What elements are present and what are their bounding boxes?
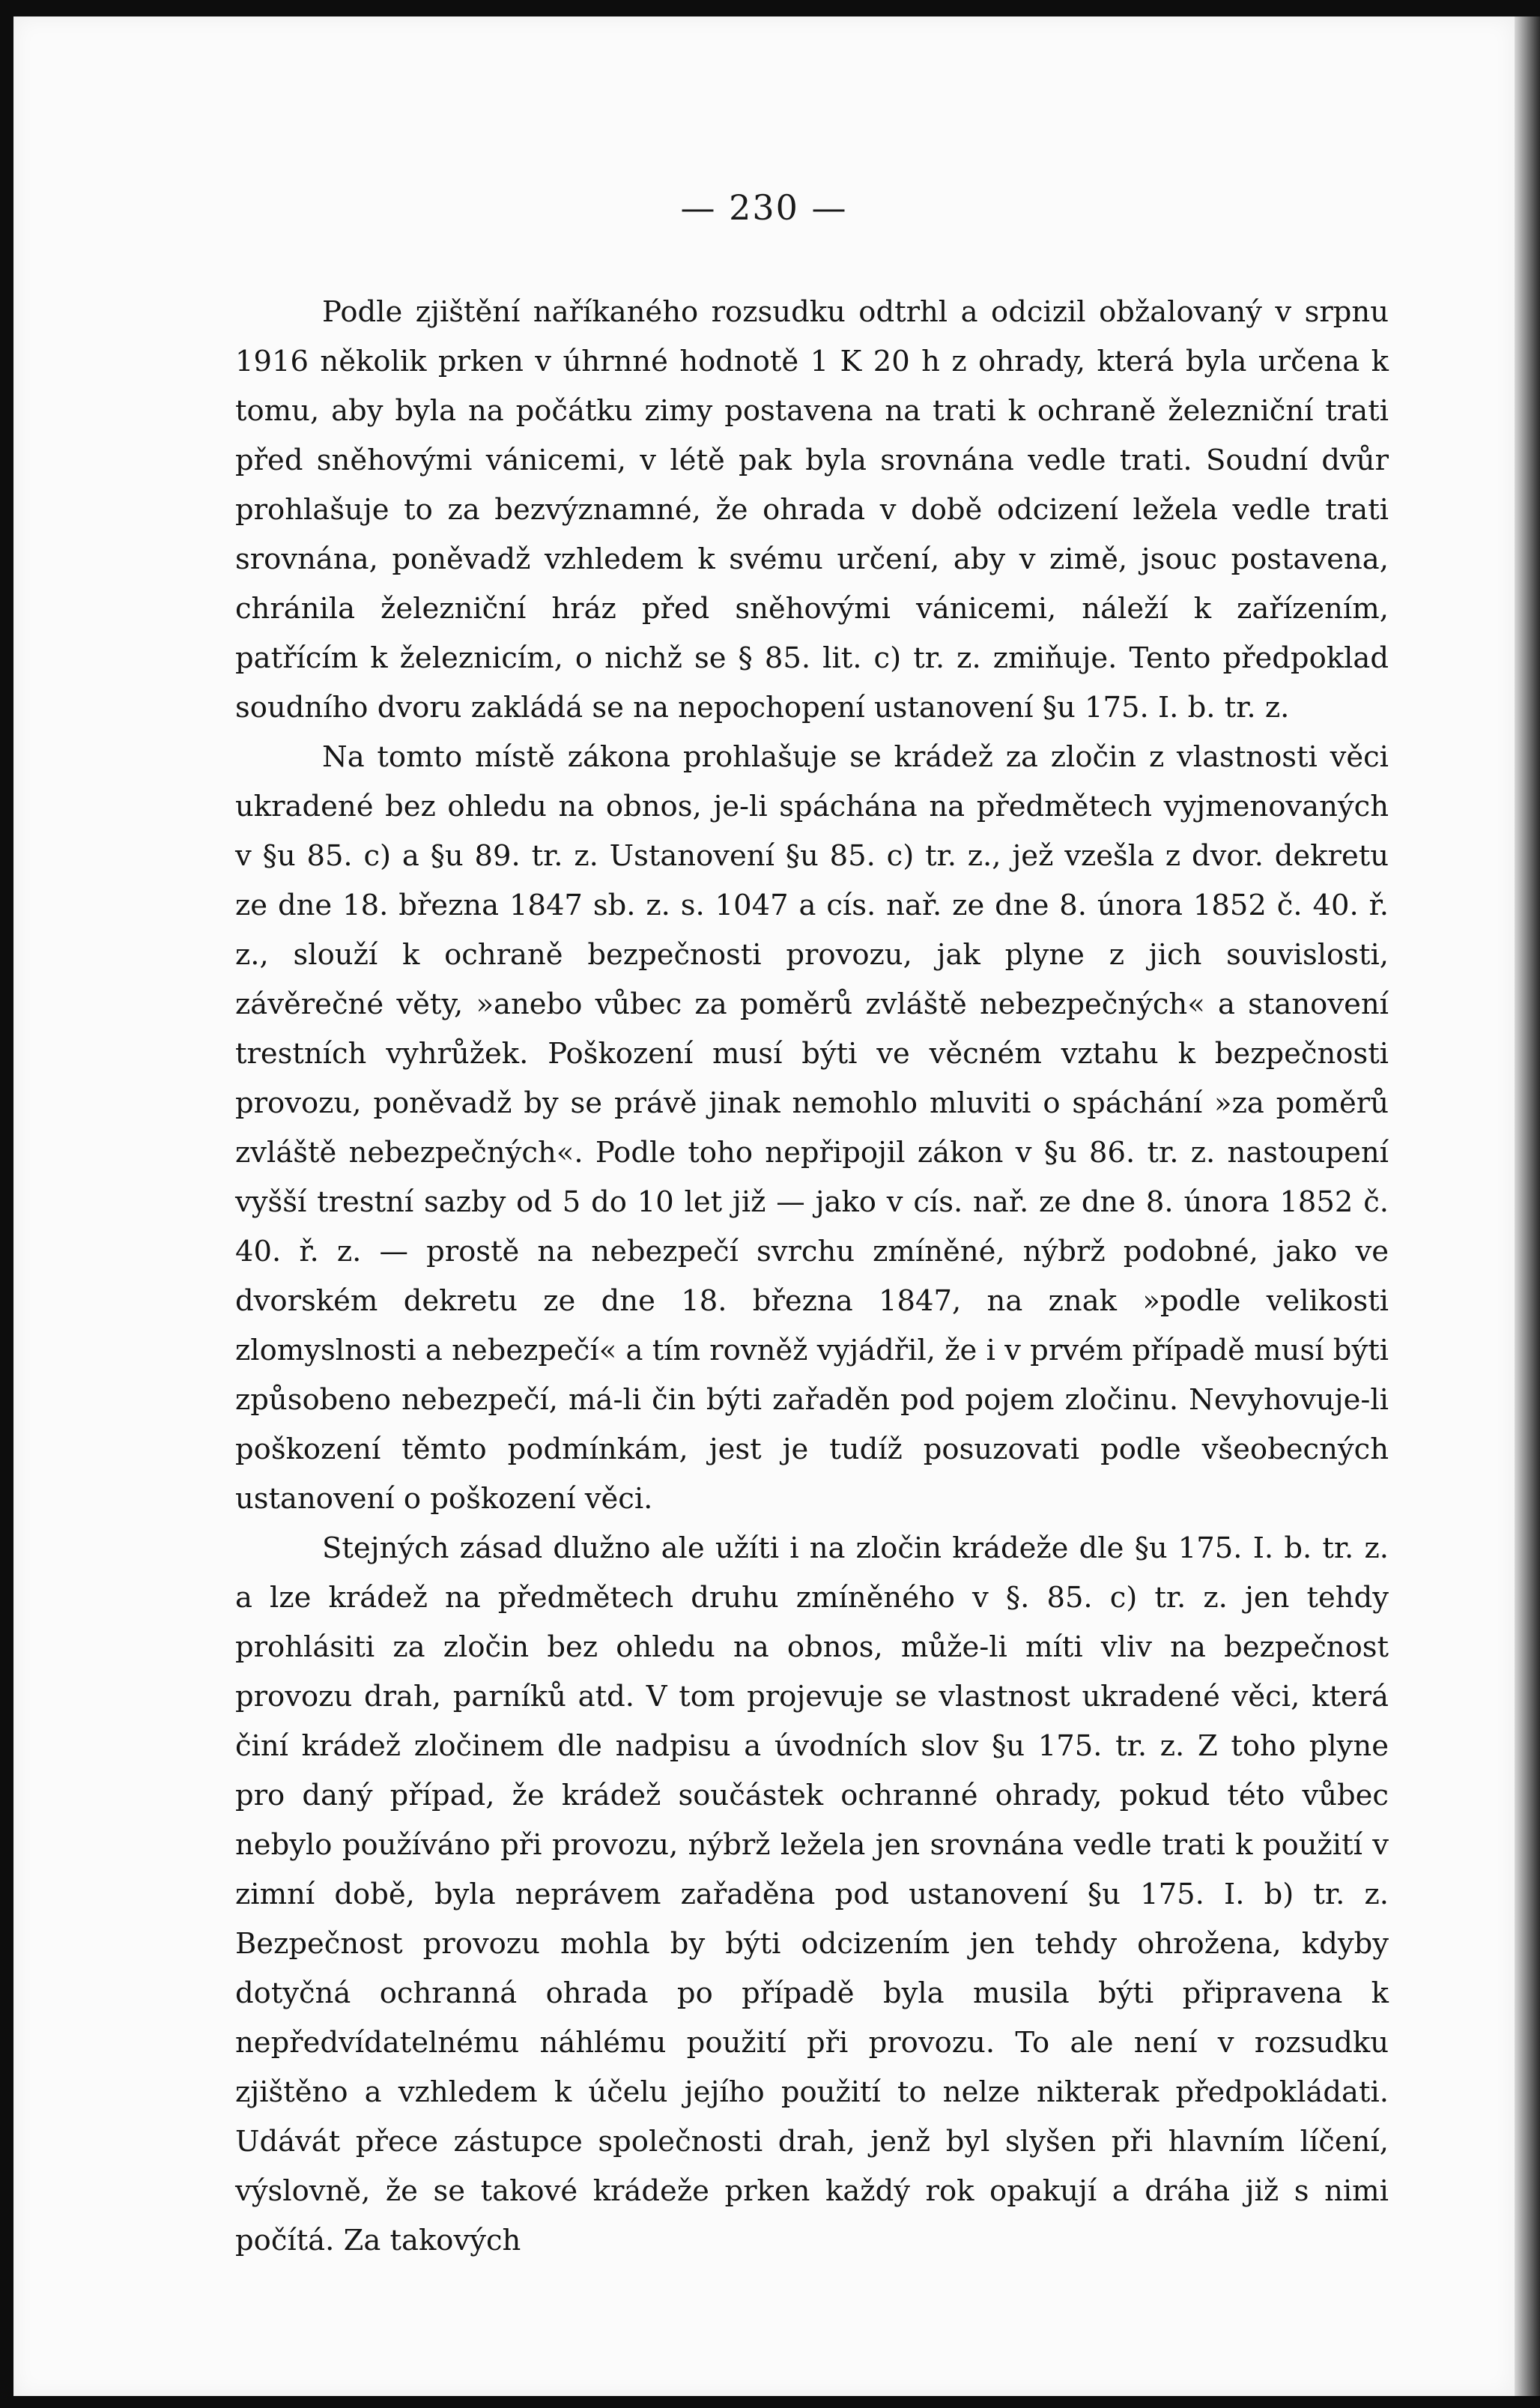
body-text [235,288,1389,2266]
paragraph-2: Na tomto místě zákona prohlašuje se krádež za zločin z vlastnosti věci ukradené bez ohledu na obnos, je-li spáchána na předmětech vyjmenovaných v §u 85. c) a §u 89. tr. z. Ustanovení §u 85. c) tr. z., jež vzešla z dvor. dekretu ze dne 18. března 1847 sb. z. s. 1047 a cís. nař. ze dne 8. února 1852 č. 40. ř. z., slouží k ochraně bezpečnosti provozu, jak plyne z jich souvislosti, závěrečné věty, »anebo vůbec za poměrů zvláště nebezpečných« a stanovení trestních vyhrůžek. Poškození musí býti ve věcném vztahu k bezpečnosti provozu, poněvadž by se právě jinak nemohlo mluviti o spáchání »za poměrů zvláště nebezpečných«. Podle toho nepřipojil zákon v §u 86. tr. z. nastoupení vyšší trestní sazby od 5 do 10 let již — jako v cís. nař. ze dne 8. února 1852 č. 40. ř. z. — prostě na nebezpečí svrchu zmíněné, nýbrž podobné, jako ve dvorském dekretu ze dne 18. března 1847, na znak »podle velikosti zlomyslnosti a nebezpečí« a tím rovněž vyjádřil, že i v prvém případě musí býti způsobeno nebezpečí, má-li čin býti zařaděn pod pojem zločinu. Nevyhovuje-li poškození těmto podmínkám, jest je tudíž posuzovati podle všeobecných ustanovení o poškození věci. [235,740,1389,1516]
book-page [13,16,1515,2396]
paragraph-1: Podle zjištění naříkaného rozsudku odtrhl a odcizil obžalovaný v srpnu 1916 několik prken v úhrnné hodnotě 1 K 20 h z ohrady, která byla určena k tomu, aby byla na počátku zimy postavena na trati k ochraně železniční trati před sněhovými vánicemi, v létě pak byla srovnána vedle trati. Soudní dvůr prohlašuje to za bezvýznamné, že ohrada v době odcizení ležela vedle trati srovnána, poněvadž vzhledem k svému určení, aby v zimě, jsouc postavena, chránila železniční hráz před sněhovými vánicemi, náleží k zařízením, patřícím k železnicím, o nichž se § 85. lit. c) tr. z. zmiňuje. Tento předpoklad soudního dvoru zakládá se na nepochopení ustanovení §u 175. I. b. tr. z. [235,295,1389,724]
scan-edge-shadow [1515,16,1540,2396]
page-number: — 230 — [680,187,848,228]
paragraph-3: Stejných zásad dlužno ale užíti i na zločin krádeže dle §u 175. I. b. tr. z. a lze krádež na předmětech druhu zmíněného v §. 85. c) tr. z. jen tehdy prohlásiti za zločin bez ohledu na obnos, může-li míti vliv na bezpečnost provozu drah, parníků atd. V tom projevuje se vlastnost ukradené věci, která činí krádež zločinem dle nadpisu a úvodních slov §u 175. tr. z. Z toho plyne pro daný případ, že krádež součástek ochranné ohrady, pokud této vůbec nebylo používáno při provozu, nýbrž ležela jen srovnána vedle trati k použití v zimní době, byla neprávem zařaděna pod ustanovení §u 175. I. b) tr. z. Bezpečnost provozu mohla by býti odcizením jen tehdy ohrožena, kdyby dotyčná ochranná ohrada po případě byla musila býti připravena k nepředvídatelnému náhlému použití při provozu. To ale není v rozsudku zjištěno a vzhledem k účelu jejího použití to nelze nikterak předpokládati. Udávát přece zástupce společnosti drah, jenž byl slyšen při hlavním líčení, výslovně, že se takové krádeže prken každý rok opakují a dráha již s nimi počítá. Za takových [235,1531,1389,2257]
